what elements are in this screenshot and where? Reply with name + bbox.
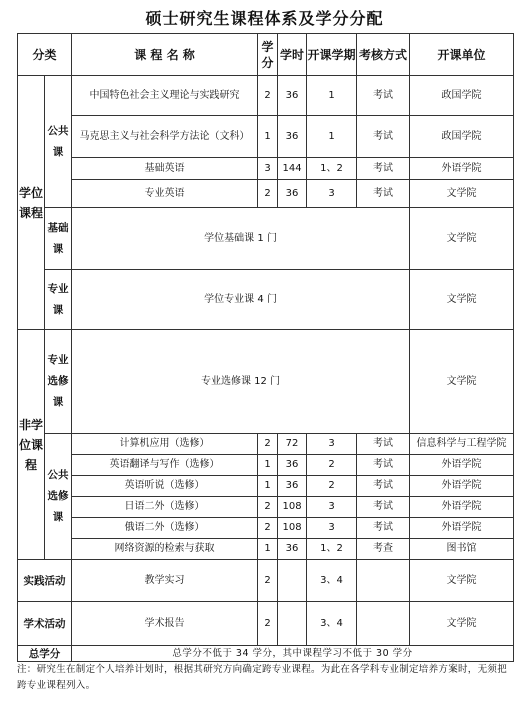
total-credits-text: 总学分不低于 34 学分，其中课程学习不低于 30 学分 bbox=[72, 646, 514, 662]
table-row bbox=[18, 602, 514, 646]
course-name: 专业英语 bbox=[72, 180, 258, 208]
table-row bbox=[18, 518, 514, 539]
table-row bbox=[18, 330, 514, 434]
course-name: 专业选修课 12 门 bbox=[72, 330, 410, 434]
course-hours: 36 bbox=[278, 476, 307, 497]
header-credits: 学分 bbox=[258, 34, 278, 76]
course-assessment: 考试 bbox=[357, 116, 410, 158]
header-department: 开课单位 bbox=[410, 34, 514, 76]
header-hours: 学时 bbox=[278, 34, 307, 76]
course-name: 日语二外（选修） bbox=[72, 497, 258, 518]
course-name: 学术报告 bbox=[72, 602, 258, 646]
subcategory-public-courses: 公共课 bbox=[45, 76, 72, 208]
course-semester: 3、4 bbox=[307, 560, 357, 602]
course-department: 图书馆 bbox=[410, 539, 514, 560]
course-semester: 2 bbox=[307, 455, 357, 476]
course-department: 文学院 bbox=[410, 560, 514, 602]
course-semester: 1 bbox=[307, 116, 357, 158]
course-department: 外语学院 bbox=[410, 455, 514, 476]
course-name: 英语听说（选修） bbox=[72, 476, 258, 497]
course-department: 外语学院 bbox=[410, 497, 514, 518]
course-assessment: 考试 bbox=[357, 76, 410, 116]
course-name: 学位专业课 4 门 bbox=[72, 270, 410, 330]
course-department: 文学院 bbox=[410, 180, 514, 208]
course-hours: 36 bbox=[278, 539, 307, 560]
course-department: 文学院 bbox=[410, 330, 514, 434]
page-title: 硕士研究生课程体系及学分分配 bbox=[145, 9, 384, 28]
course-semester: 2 bbox=[307, 476, 357, 497]
category-practice: 实践活动 bbox=[18, 560, 72, 602]
course-credits: 1 bbox=[258, 455, 278, 476]
course-credits: 1 bbox=[258, 116, 278, 158]
category-non-degree-courses: 非学位课程 bbox=[18, 330, 45, 560]
course-assessment bbox=[357, 602, 410, 646]
course-assessment: 考试 bbox=[357, 158, 410, 180]
subcategory-major-courses: 专业课 bbox=[45, 270, 72, 330]
course-hours: 36 bbox=[278, 116, 307, 158]
course-assessment: 考试 bbox=[357, 497, 410, 518]
course-credits: 3 bbox=[258, 158, 278, 180]
header-assessment: 考核方式 bbox=[357, 34, 410, 76]
course-department: 文学院 bbox=[410, 270, 514, 330]
course-credits: 2 bbox=[258, 434, 278, 455]
course-hours bbox=[278, 602, 307, 646]
course-name: 基础英语 bbox=[72, 158, 258, 180]
course-credits: 1 bbox=[258, 539, 278, 560]
course-semester: 3 bbox=[307, 434, 357, 455]
course-semester: 1、2 bbox=[307, 539, 357, 560]
course-credits: 2 bbox=[258, 76, 278, 116]
table-row bbox=[18, 476, 514, 497]
course-semester: 3、4 bbox=[307, 602, 357, 646]
table-row bbox=[18, 497, 514, 518]
course-department: 信息科学与工程学院 bbox=[410, 434, 514, 455]
header-semester: 开课学期 bbox=[307, 34, 357, 76]
course-name: 马克思主义与社会科学方法论（文科） bbox=[72, 116, 258, 158]
subcategory-public-electives: 公共选修课 bbox=[45, 434, 72, 560]
course-name: 计算机应用（选修） bbox=[72, 434, 258, 455]
course-assessment: 考查 bbox=[357, 539, 410, 560]
course-assessment: 考试 bbox=[357, 180, 410, 208]
course-semester: 3 bbox=[307, 180, 357, 208]
course-department: 外语学院 bbox=[410, 158, 514, 180]
course-department: 政国学院 bbox=[410, 116, 514, 158]
table-row bbox=[18, 434, 514, 455]
course-credits: 2 bbox=[258, 518, 278, 539]
course-semester: 3 bbox=[307, 518, 357, 539]
table-row bbox=[18, 539, 514, 560]
course-name: 中国特色社会主义理论与实践研究 bbox=[72, 76, 258, 116]
course-assessment: 考试 bbox=[357, 476, 410, 497]
table-row bbox=[18, 116, 514, 158]
course-assessment: 考试 bbox=[357, 455, 410, 476]
course-credits: 2 bbox=[258, 497, 278, 518]
course-hours: 36 bbox=[278, 455, 307, 476]
total-label: 总学分 bbox=[18, 646, 72, 662]
course-department: 政国学院 bbox=[410, 76, 514, 116]
curriculum-table bbox=[17, 33, 514, 662]
course-credits: 1 bbox=[258, 476, 278, 497]
course-hours: 144 bbox=[278, 158, 307, 180]
table-row bbox=[18, 180, 514, 208]
course-department: 外语学院 bbox=[410, 518, 514, 539]
table-row bbox=[18, 158, 514, 180]
course-department: 文学院 bbox=[410, 208, 514, 270]
course-hours: 108 bbox=[278, 518, 307, 539]
course-name: 教学实习 bbox=[72, 560, 258, 602]
course-hours bbox=[278, 560, 307, 602]
course-name: 俄语二外（选修） bbox=[72, 518, 258, 539]
total-row bbox=[18, 646, 514, 662]
category-academic: 学术活动 bbox=[18, 602, 72, 646]
course-semester: 1、2 bbox=[307, 158, 357, 180]
table-row bbox=[18, 208, 514, 270]
course-name: 网络资源的检索与获取 bbox=[72, 539, 258, 560]
course-name: 学位基础课 1 门 bbox=[72, 208, 410, 270]
course-department: 外语学院 bbox=[410, 476, 514, 497]
course-hours: 36 bbox=[278, 180, 307, 208]
table-row bbox=[18, 270, 514, 330]
table-row bbox=[18, 455, 514, 476]
course-hours: 72 bbox=[278, 434, 307, 455]
course-hours: 108 bbox=[278, 497, 307, 518]
course-semester: 1 bbox=[307, 76, 357, 116]
header-row bbox=[18, 34, 514, 76]
course-credits: 2 bbox=[258, 560, 278, 602]
course-department: 文学院 bbox=[410, 602, 514, 646]
course-hours: 36 bbox=[278, 76, 307, 116]
header-course-name: 课 程 名 称 bbox=[72, 34, 258, 76]
course-semester: 3 bbox=[307, 497, 357, 518]
subcategory-professional-electives: 专业选修课 bbox=[45, 330, 72, 434]
course-assessment: 考试 bbox=[357, 518, 410, 539]
table-row bbox=[18, 560, 514, 602]
subcategory-basic-courses: 基础课 bbox=[45, 208, 72, 270]
header-category: 分类 bbox=[18, 34, 72, 76]
footer-note: 注：研究生在制定个人培养计划时，根据其研究方向确定跨专业课程。为此在各学科专业制定培养方案时，无须把跨专业课程列入。 bbox=[17, 664, 508, 691]
course-name: 英语翻译与写作（选修） bbox=[72, 455, 258, 476]
course-credits: 2 bbox=[258, 180, 278, 208]
category-degree-courses: 学位课程 bbox=[18, 76, 45, 330]
table-row bbox=[18, 76, 514, 116]
course-credits: 2 bbox=[258, 602, 278, 646]
course-assessment bbox=[357, 560, 410, 602]
course-assessment: 考试 bbox=[357, 434, 410, 455]
